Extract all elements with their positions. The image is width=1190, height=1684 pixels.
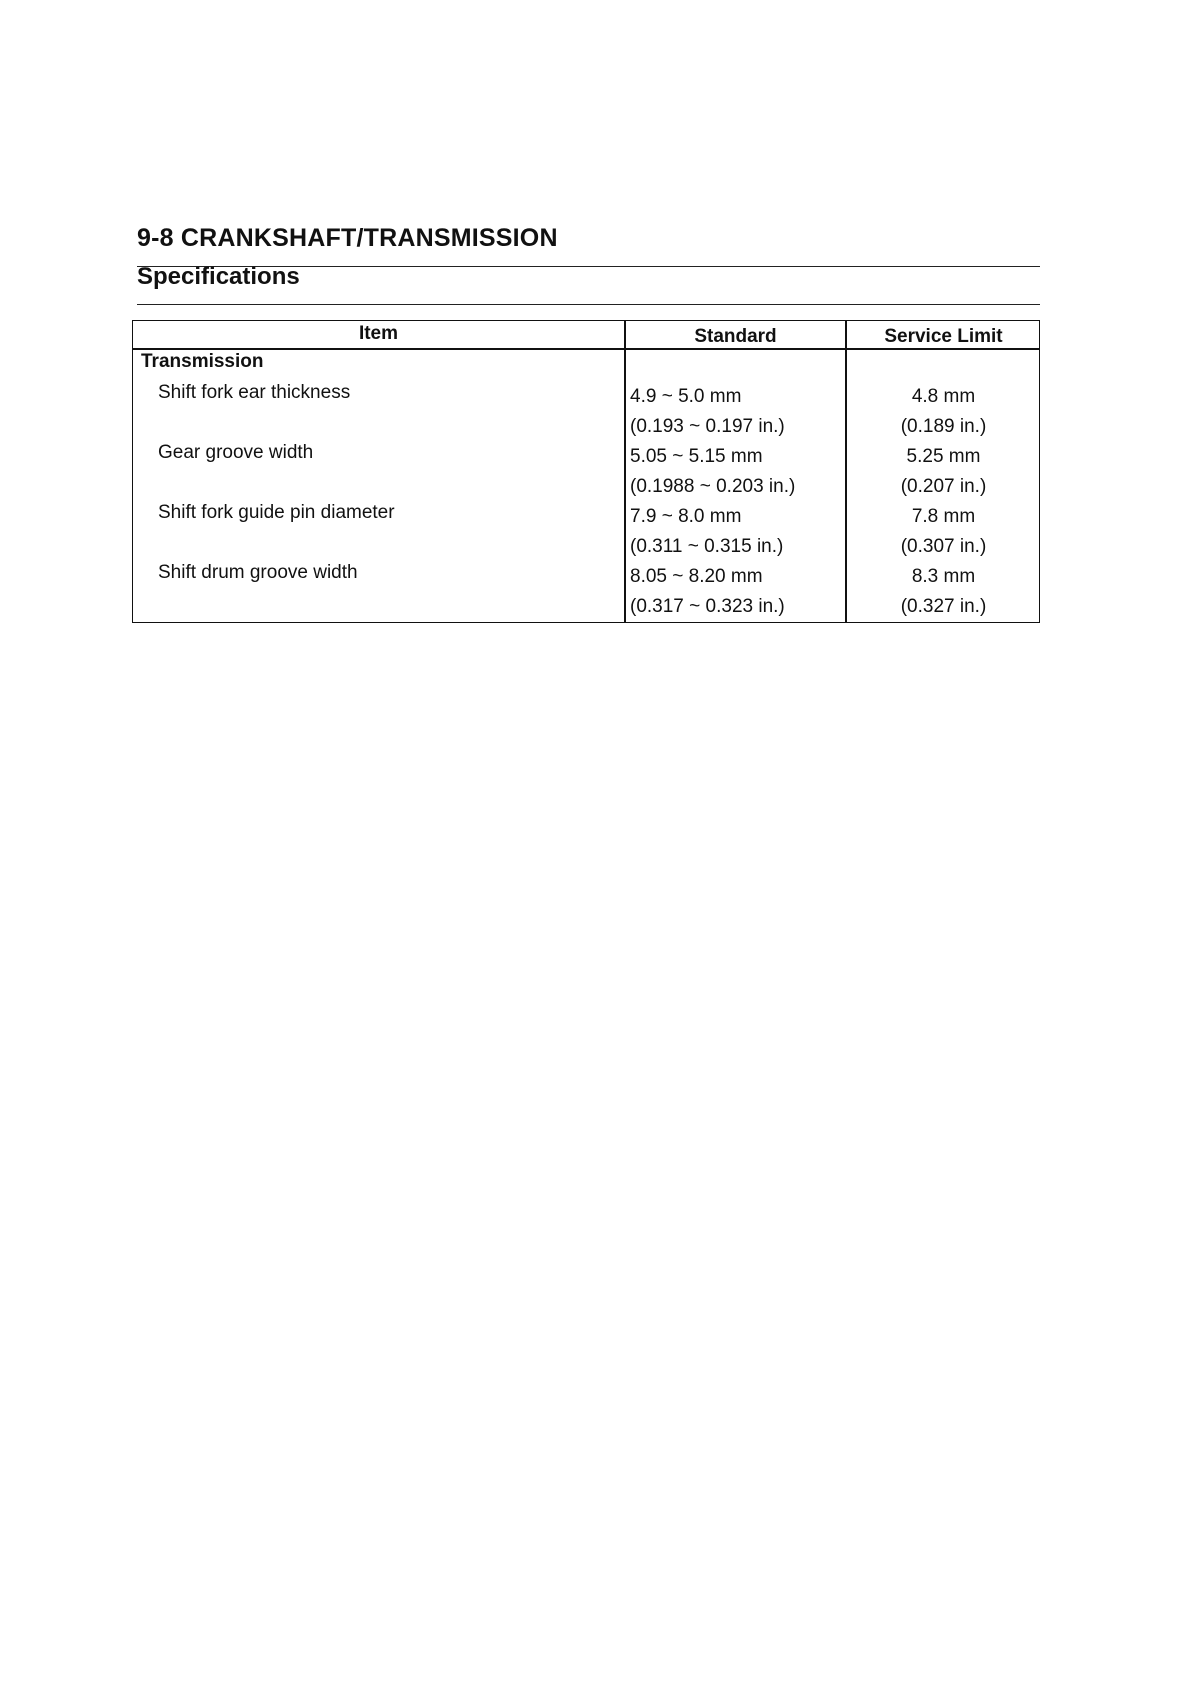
limit-in: (0.327 in.)	[900, 596, 987, 617]
header-divider	[133, 348, 1039, 350]
limit-mm: 8.3 mm	[911, 566, 976, 587]
section-title: Specifications	[137, 263, 300, 290]
header-service-limit: Service Limit	[884, 326, 1003, 347]
standard-in: (0.1988 ~ 0.203 in.)	[630, 476, 796, 497]
page-title: 9-8 CRANKSHAFT/TRANSMISSION	[137, 224, 558, 252]
limit-mm: 4.8 mm	[911, 386, 976, 407]
item-name: Shift fork ear thickness	[158, 382, 351, 403]
item-name: Gear groove width	[158, 442, 314, 463]
group-label: Transmission	[141, 351, 264, 372]
table-row	[133, 378, 1039, 438]
standard-in: (0.317 ~ 0.323 in.)	[630, 596, 785, 617]
limit-mm: 7.8 mm	[911, 506, 976, 527]
standard-in: (0.311 ~ 0.315 in.)	[630, 536, 784, 557]
limit-in: (0.207 in.)	[900, 476, 987, 497]
specifications-table	[132, 320, 1040, 623]
item-name: Shift drum groove width	[158, 562, 358, 583]
header-item: Item	[358, 323, 399, 344]
limit-in: (0.307 in.)	[900, 536, 987, 557]
standard-mm: 7.9 ~ 8.0 mm	[630, 506, 742, 527]
limit-mm: 5.25 mm	[906, 446, 981, 467]
section-divider	[137, 304, 1040, 305]
table-row	[133, 498, 1039, 558]
table-row	[133, 438, 1039, 498]
standard-mm: 4.9 ~ 5.0 mm	[630, 386, 742, 407]
header-standard: Standard	[694, 326, 777, 347]
limit-in: (0.189 in.)	[900, 416, 987, 437]
table-row	[133, 558, 1039, 618]
standard-mm: 5.05 ~ 5.15 mm	[630, 446, 763, 467]
standard-in: (0.193 ~ 0.197 in.)	[630, 416, 785, 437]
standard-mm: 8.05 ~ 8.20 mm	[630, 566, 763, 587]
item-name: Shift fork guide pin diameter	[158, 502, 395, 523]
